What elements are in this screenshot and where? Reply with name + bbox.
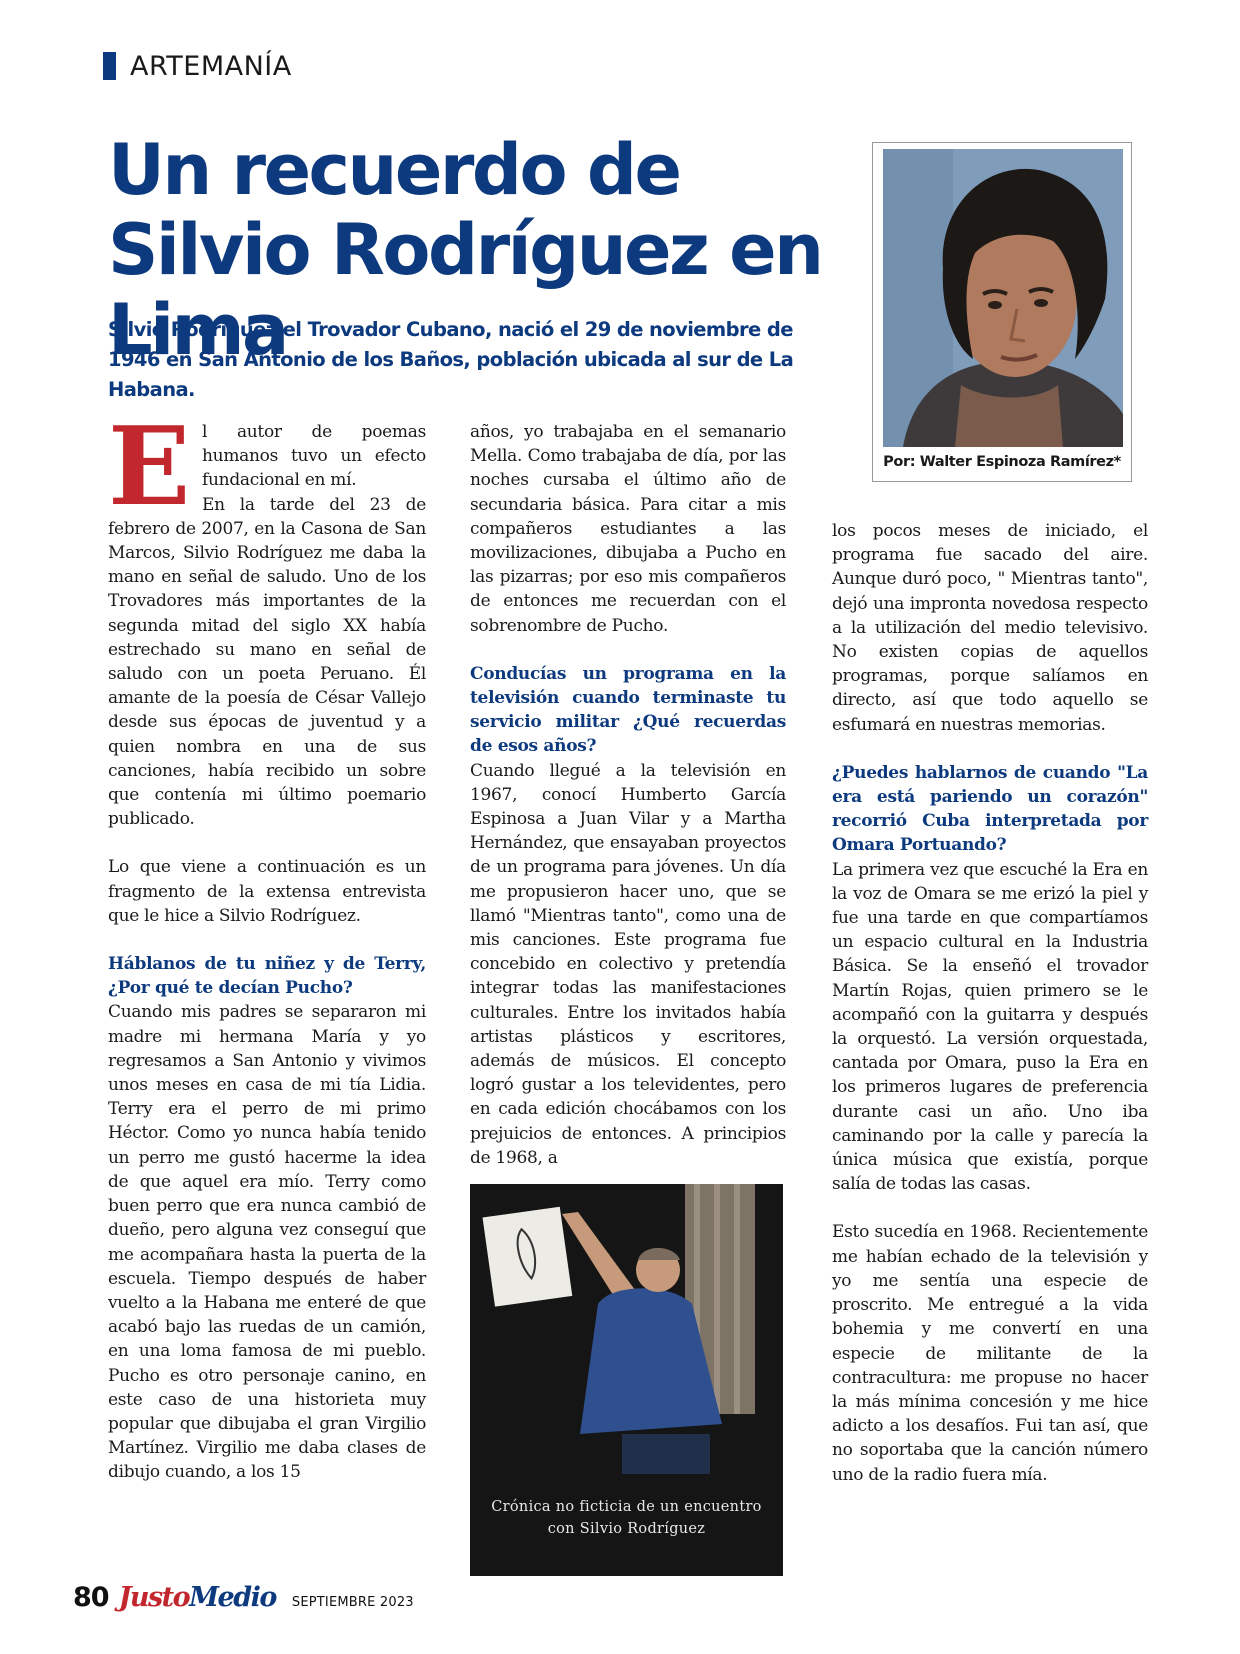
book-title-line-2: con Silvio Rodríguez	[547, 1521, 706, 1537]
column-3	[832, 519, 1148, 1487]
article-lead: Silvio Rodríguez el Trovador Cubano, nació el 29 de noviembre de 1946 en San Antonio de los Baños, población ubicada al sur de La Habana.	[108, 318, 794, 401]
paragraph-2: En la tarde del 23 de febrero de 2007, en la Casona de San Marcos, Silvio Rodríguez me daba la mano en señal de saludo. Uno de los Trovadores más importantes de la segunda mitad del siglo XX había estrechado su mano en señal de saludo con un poeta Peruano. Él amante de la poesía de César Vallejo desde sus épocas de juventud y a quien nombra en una de sus canciones, había recibido un sobre que contenía mi último poemario publicado.	[108, 494, 426, 830]
answer-2-part-2: los pocos meses de iniciado, el programa fue sacado del aire. Aunque duró poco, " Mientras tanto", dejó una impronta novedosa respecto a la utilización del medio televisivo. No existen copias de aquellos programas, porque salíamos en directo, así que todo aquello se esfumará en nuestras memorias.	[832, 521, 1148, 735]
book-title-line-1: Crónica no ficticia de un encuentro	[491, 1499, 762, 1515]
column-1	[108, 404, 426, 1485]
brand-logo-justo: Justo	[118, 1582, 190, 1613]
paragraph-last: Esto sucedía en 1968. Recientemente me habían echado de la televisión y yo me sentía una especie de proscrito. Me entregué a la vida bohemia y me convertí en una especie de militante de la contracultura: me propuse no hacer la más mínima concesión y me hice adicto a los desafíos. Fui tan así, que no soportaba que la canción número uno de la radio fuera mía.	[832, 1222, 1148, 1485]
author-photo	[883, 149, 1123, 447]
paragraph-3: Lo que viene a continuación es un fragmento de la extensa entrevista que le hice a Silvio Rodríguez.	[108, 857, 426, 926]
answer-1-part-2: años, yo trabajaba en el semanario Mella. Como trabajaba de día, por las noches cursaba el último año de secundaria básica. Para citar a mis compañeros estudiantes a las movilizaciones, dibujaba a Pucho en las pizarras; por eso mis compañeros de entonces me recuerdan con el sobrenombre de Pucho.	[470, 422, 786, 636]
book-title	[470, 1496, 783, 1540]
brand-logo-medio: Medio	[189, 1582, 276, 1613]
section-bar	[103, 52, 116, 80]
author-caption: Por: Walter Espinoza Ramírez*	[883, 454, 1121, 470]
section-tag	[103, 52, 292, 80]
question-3: ¿Puedes hablarnos de cuando "La era está pariendo un corazón" recorrió Cuba interpretada por Omara Portuando?	[832, 762, 1148, 856]
answer-1-part-1: Cuando mis padres se separaron mi madre mi hermana María y yo regresamos a San Antonio y vivimos unos meses en casa de mi tía Lidia. Terry era el perro de mi primo Héctor. Como yo nunca había tenido un perro me gustó hacerme la idea de que aquel era mío. Terry como buen perro que era nunca cambió de dueño, pero alguna vez conseguí que me acompañara hasta la puerta de la escuela. Tiempo después de haber vuelto a la Habana me enteré de que acabó bajo las ruedas de un camión, en una loma famosa de mi pueblo. Pucho es otro personaje canino, en este caso de una historieta muy popular que dibujaba el gran Virgilio Martínez. Virgilio me daba clases de dibujo cuando, a los 15	[108, 1002, 426, 1483]
paragraph-intro	[108, 404, 426, 530]
article-title: Un recuerdo de Silvio Rodríguez en Lima	[108, 129, 822, 371]
section-label: ARTEMANÍA	[130, 50, 292, 82]
drop-cap: E	[108, 404, 191, 530]
book-cover	[470, 1184, 783, 1576]
issue-date: SEPTIEMBRE 2023	[291, 1595, 414, 1610]
page-number: 80	[73, 1582, 109, 1613]
question-1: Háblanos de tu niñez y de Terry, ¿Por qué te decían Pucho?	[108, 954, 426, 999]
author-box	[872, 142, 1132, 482]
question-2: Conducías un programa en la televisión cuando terminaste tu servicio militar ¿Qué recuerdas de esos años?	[470, 663, 786, 757]
column-2	[470, 420, 786, 1170]
answer-2-part-1: Cuando llegué a la televisión en 1967, conocí Humberto García Espinosa a Juan Vilar y a Martha Hernández, que ensayaban proyectos de un programa para jóvenes. Un día me propusieron hacer uno, que se llamó "Mientras tanto", como una de mis canciones. Este programa fue concebido en colectivo y pretendía integrar todas las manifestaciones culturales. Entre los invitados había artistas plásticos y escritores, además de músicos. El concepto logró gustar a los televidentes, pero en cada edición chocábamos con los prejuicios de entonces. A principios de 1968, a	[470, 760, 786, 1168]
author-portrait-illustration	[883, 149, 1123, 447]
page-footer	[73, 1582, 414, 1616]
intro-text: l autor de poemas humanos tuvo un efecto fundacional en mí.	[202, 422, 426, 491]
answer-3: La primera vez que escuché la Era en la voz de Omara se me erizó la piel y fue una tarde en que compartíamos un espacio cultural en la Industria Básica. Se la enseñó el trovador Martín Rojas, quien primero se le acompañó con la guitarra y después la orquestó. La versión orquestada, cantada por Omara, puso la Era en los primeros lugares de preferencia durante casi un año. Uno iba caminando por la calle y parecía la única música que existía, porque salía de todas las casas.	[832, 859, 1148, 1195]
